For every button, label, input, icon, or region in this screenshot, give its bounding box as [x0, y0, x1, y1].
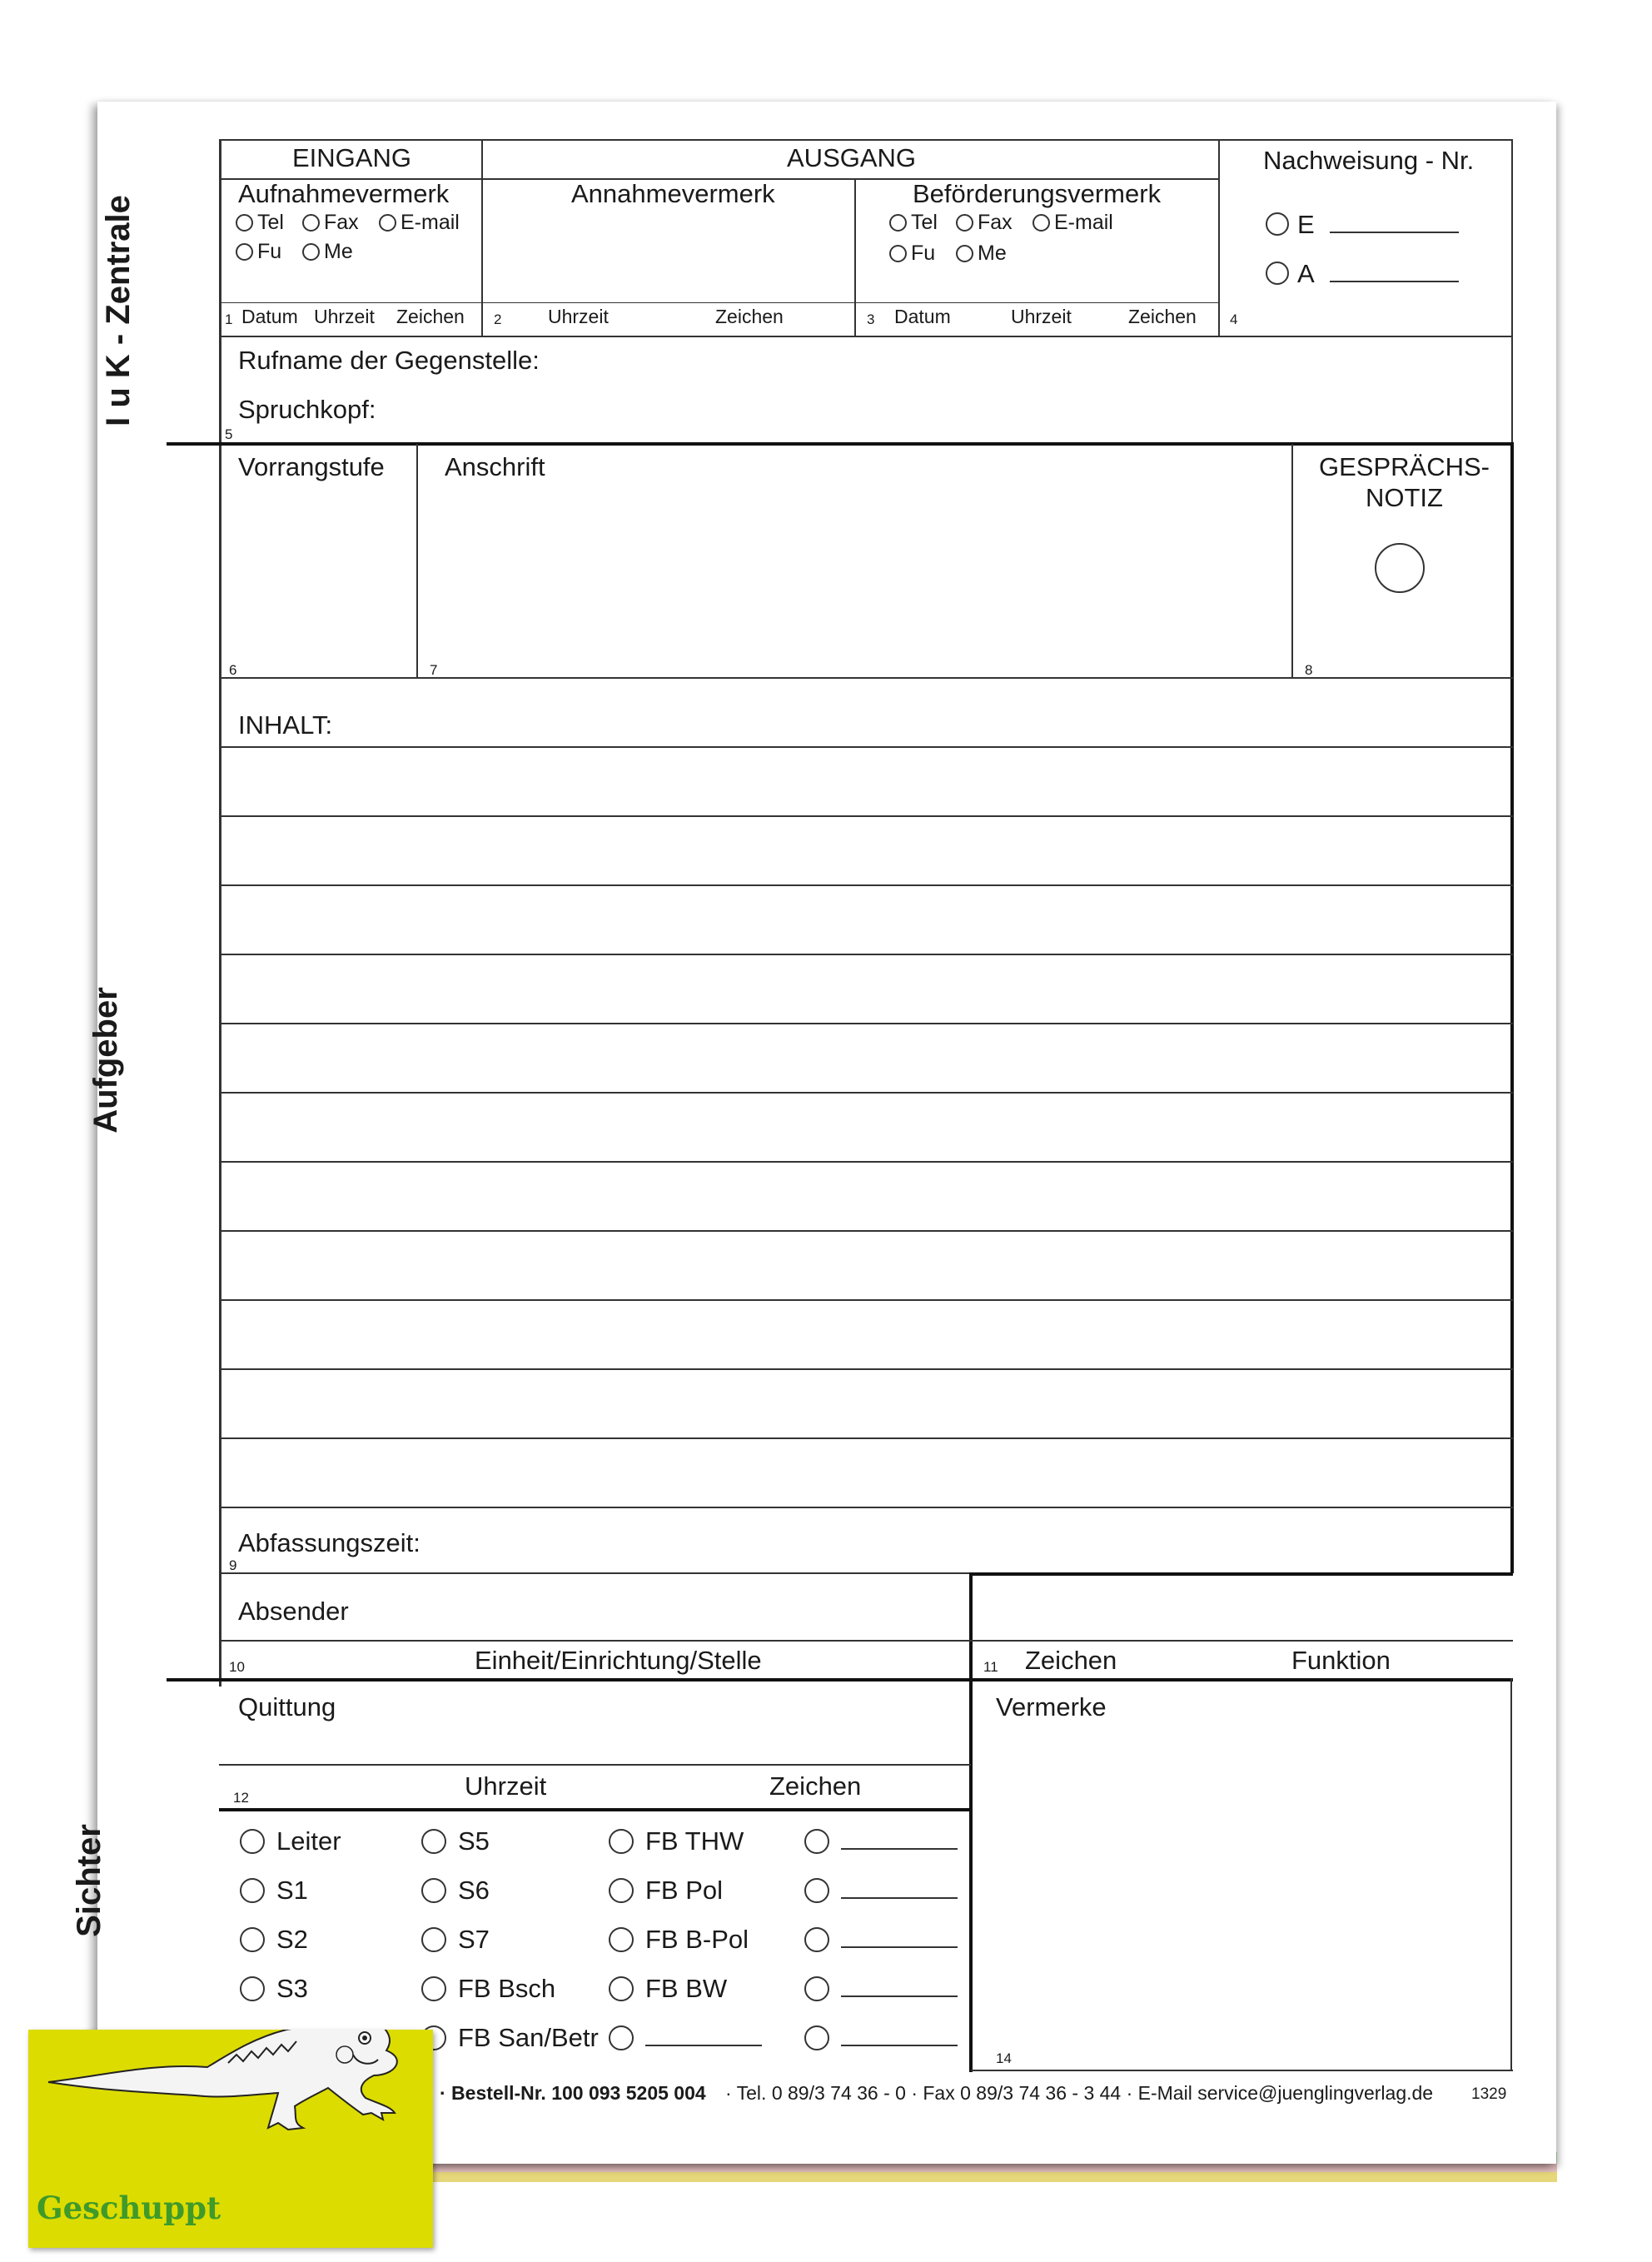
routing-option-leiter[interactable]: [240, 1826, 341, 1856]
option-label: FB B-Pol: [645, 1925, 749, 1954]
radio-circle-icon: [609, 1927, 634, 1952]
ausgang-option-me[interactable]: [956, 242, 1007, 266]
routing-option-s6[interactable]: [421, 1876, 490, 1906]
option-label: Fax: [978, 211, 1013, 234]
quittung-label: Quittung: [238, 1692, 336, 1721]
routing-option-blank-2[interactable]: [804, 1876, 958, 1906]
option-label: E-mail: [401, 211, 460, 234]
blank-line[interactable]: [841, 1946, 958, 1948]
radio-circle-icon: [804, 2025, 829, 2050]
radio-circle-icon: [236, 243, 253, 261]
radio-circle-icon: [1266, 212, 1289, 236]
field-number: 7: [430, 662, 438, 678]
radio-circle-icon: [240, 1829, 265, 1854]
option-label: S7: [458, 1925, 490, 1954]
routing-option-fb-bw[interactable]: [609, 1974, 727, 2004]
inhalt-label: INHALT:: [238, 710, 333, 740]
vermerke-label: Vermerke: [996, 1692, 1107, 1721]
field-number: 3: [867, 311, 875, 327]
option-label: S2: [276, 1925, 308, 1954]
option-label: Leiter: [276, 1826, 341, 1856]
field-number: 11: [983, 1659, 998, 1675]
gespraechsnotiz-label-line1: GESPRÄCHS-: [1319, 452, 1490, 481]
radio-circle-icon: [956, 245, 973, 262]
ausgang-option-fax[interactable]: [956, 211, 1013, 235]
option-label: S5: [458, 1826, 490, 1856]
routing-option-s5[interactable]: [421, 1826, 490, 1856]
routing-option-s1[interactable]: [240, 1876, 308, 1906]
radio-circle-icon: [804, 1829, 829, 1854]
radio-circle-icon: [1266, 262, 1289, 285]
sender-zeichen-label: Zeichen: [1025, 1646, 1117, 1675]
aufnahmevermerk-label: Aufnahmevermerk: [238, 179, 450, 208]
nachweisung-option-e[interactable]: [1266, 210, 1459, 240]
annahmevermerk-label: Annahmevermerk: [571, 179, 775, 208]
ausgang-heading: AUSGANG: [787, 143, 917, 172]
befoerderung-zeichen-label: Zeichen: [1128, 306, 1197, 327]
routing-option-s3[interactable]: [240, 1974, 308, 2004]
field-number: 5: [225, 426, 233, 442]
option-label: A: [1297, 259, 1315, 288]
radio-circle-icon: [240, 1878, 265, 1903]
routing-option-blank-3[interactable]: [804, 1925, 958, 1955]
footer-code: 1329: [1471, 2085, 1507, 2103]
radio-circle-icon: [889, 245, 907, 262]
anschrift-label: Anschrift: [445, 452, 545, 481]
geschuppt-badge: [28, 2030, 433, 2248]
option-label: S1: [276, 1876, 308, 1905]
eingang-option-me[interactable]: [302, 240, 353, 264]
option-label: FB THW: [645, 1826, 744, 1856]
radio-circle-icon: [956, 214, 973, 232]
blank-line[interactable]: [841, 1848, 958, 1850]
option-label: Fu: [911, 242, 936, 265]
rufname-label: Rufname der Gegenstelle:: [238, 346, 540, 375]
radio-circle-icon: [609, 2025, 634, 2050]
ausgang-option-fu[interactable]: [889, 242, 935, 266]
radio-circle-icon: [609, 1878, 634, 1903]
option-label: FB Bsch: [458, 1974, 556, 2003]
gespraechsnotiz-label-line2: NOTIZ: [1366, 483, 1443, 512]
footer-contact: · Tel. 0 89/3 74 36 - 0 · Fax 0 89/3 74 36 - 3 44 · E-Mail service@juenglingverlag.de: [725, 2082, 1434, 2104]
eingang-option-email[interactable]: [379, 211, 460, 235]
eingang-heading: EINGANG: [292, 143, 411, 172]
field-number: 4: [1230, 311, 1238, 327]
annahme-uhrzeit-label: Uhrzeit: [548, 306, 609, 327]
routing-option-fb-bsch[interactable]: [421, 1974, 555, 2004]
section-label-sichter: Sichter: [71, 1824, 107, 1937]
option-label: S6: [458, 1876, 490, 1905]
befoerderungsvermerk-label: Beförderungsvermerk: [913, 179, 1162, 208]
absender-label: Absender: [238, 1597, 349, 1626]
eingang-option-fax[interactable]: [302, 211, 359, 235]
option-label: Fu: [257, 240, 282, 263]
option-label: Tel: [911, 211, 938, 234]
annahme-zeichen-label: Zeichen: [715, 306, 784, 327]
option-label: E-mail: [1054, 211, 1113, 234]
option-label: S3: [276, 1974, 308, 2003]
field-number: 12: [233, 1790, 249, 1806]
footer-order-number: · Bestell-Nr. 100 093 5205 004: [440, 2082, 706, 2104]
spruchkopf-label: Spruchkopf:: [238, 395, 376, 424]
radio-circle-icon: [421, 1829, 446, 1854]
radio-circle-icon: [236, 214, 253, 232]
blank-line[interactable]: [645, 2045, 762, 2046]
option-label: FB San/Betr: [458, 2023, 599, 2052]
radio-circle-icon: [804, 1878, 829, 1903]
option-label: Fax: [324, 211, 359, 234]
option-label: Me: [324, 240, 353, 263]
eingang-option-fu[interactable]: [236, 240, 281, 264]
radio-circle-icon: [804, 1976, 829, 2001]
field-number: 10: [229, 1659, 245, 1675]
abfassungszeit-label: Abfassungszeit:: [238, 1528, 420, 1557]
eingang-uhrzeit-label: Uhrzeit: [314, 306, 375, 327]
vorrangstufe-label: Vorrangstufe: [238, 452, 385, 481]
gespraechsnotiz-checkbox[interactable]: [1375, 543, 1425, 593]
routing-option-s7[interactable]: [421, 1925, 490, 1955]
routing-option-fb-pol[interactable]: [609, 1876, 723, 1906]
befoerderung-uhrzeit-label: Uhrzeit: [1011, 306, 1072, 327]
eingang-datum-label: Datum: [241, 306, 298, 327]
option-label: Tel: [257, 211, 284, 234]
radio-circle-icon: [421, 1878, 446, 1903]
einheit-label: Einheit/Einrichtung/Stelle: [475, 1646, 762, 1675]
radio-circle-icon: [302, 214, 320, 232]
ausgang-option-tel[interactable]: [889, 211, 938, 235]
radio-circle-icon: [609, 1976, 634, 2001]
eingang-zeichen-label: Zeichen: [396, 306, 465, 327]
routing-option-fb-thw[interactable]: [609, 1826, 744, 1856]
routing-option-blank-4[interactable]: [804, 1974, 958, 2004]
number-blank-line[interactable]: [1330, 281, 1459, 282]
ausgang-option-email[interactable]: [1032, 211, 1113, 235]
geschuppt-label: Geschuppt: [37, 2190, 221, 2226]
field-number: 1: [225, 311, 233, 327]
radio-circle-icon: [240, 1927, 265, 1952]
radio-circle-icon: [302, 243, 320, 261]
routing-option-s2[interactable]: [240, 1925, 308, 1955]
blank-line[interactable]: [841, 2045, 958, 2046]
radio-circle-icon: [1032, 214, 1050, 232]
field-number: 6: [229, 662, 237, 678]
section-label-aufgeber: Aufgeber: [87, 987, 124, 1133]
sender-funktion-label: Funktion: [1291, 1646, 1391, 1675]
option-label: FB Pol: [645, 1876, 724, 1905]
section-label-iuk: I u K - Zentrale: [100, 195, 137, 426]
eingang-option-tel[interactable]: [236, 211, 284, 235]
radio-circle-icon: [240, 1976, 265, 2001]
routing-option-blank-5[interactable]: [804, 2023, 958, 2053]
option-label: E: [1297, 210, 1315, 239]
field-number: 14: [996, 2050, 1012, 2066]
routing-option-blank-1[interactable]: [804, 1826, 958, 1856]
nachweisung-option-a[interactable]: [1266, 259, 1459, 289]
routing-option-fb-san-betr[interactable]: [421, 2023, 599, 2053]
routing-option-blank-col3[interactable]: [609, 2023, 762, 2053]
radio-circle-icon: [379, 214, 396, 232]
option-label: FB BW: [645, 1974, 728, 2003]
field-number: 2: [494, 311, 502, 327]
field-number: 8: [1305, 662, 1313, 678]
blank-line[interactable]: [841, 1897, 958, 1899]
radio-circle-icon: [889, 214, 907, 232]
routing-option-fb-b-pol[interactable]: [609, 1925, 749, 1955]
radio-circle-icon: [421, 1976, 446, 2001]
field-number: 9: [229, 1557, 237, 1573]
blank-line[interactable]: [841, 1995, 958, 1997]
radio-circle-icon: [609, 1829, 634, 1854]
option-label: Me: [978, 242, 1007, 265]
quittung-zeichen-label: Zeichen: [769, 1771, 862, 1801]
befoerderung-datum-label: Datum: [894, 306, 951, 327]
inhalt-textarea[interactable]: [221, 748, 1510, 1506]
number-blank-line[interactable]: [1330, 232, 1459, 233]
quittung-uhrzeit-label: Uhrzeit: [465, 1771, 547, 1801]
nachweisung-heading: Nachweisung - Nr.: [1263, 146, 1475, 175]
radio-circle-icon: [804, 1927, 829, 1952]
radio-circle-icon: [421, 1927, 446, 1952]
